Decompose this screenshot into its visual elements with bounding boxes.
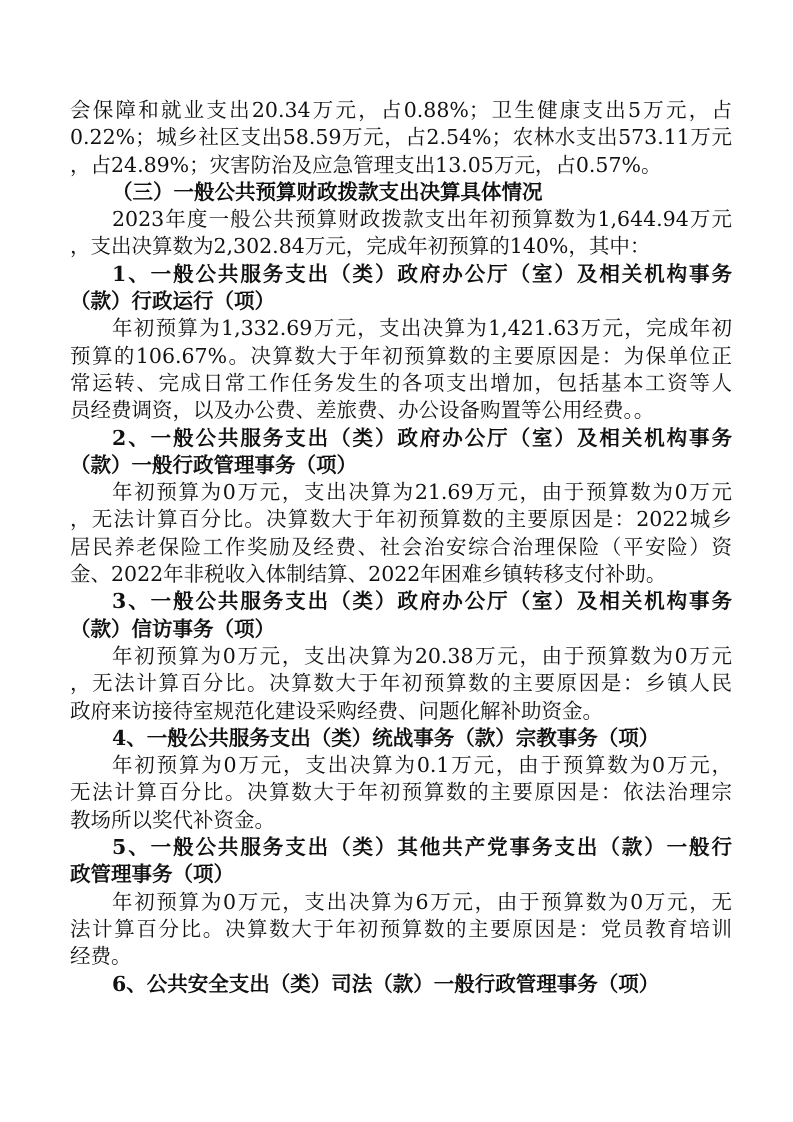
body-text-line: 年初预算为0万元，支出决算为6万元，由于预算数为0万元，无 <box>112 889 732 914</box>
section-heading: （三）一般公共预算财政拨款支出决算具体情况 <box>112 179 543 204</box>
body-text-line: 0.22%；城乡社区支出58.59万元，占2.54%；农林水支出573.11万元 <box>70 125 732 150</box>
body-text-line: 法计算百分比。决算数大于年初预算数的主要原因是：党员教育培训 <box>70 916 732 941</box>
body-text-line: ，占24.89%；灾害防治及应急管理支出13.05万元，占0.57%。 <box>70 152 662 177</box>
body-text-line: 教场所以奖代补资金。 <box>70 807 275 832</box>
item-heading: 4、一般公共服务支出（类）统战事务（款）宗教事务（项） <box>112 725 660 750</box>
body-text-line: 会保障和就业支出20.34万元，占0.88%；卫生健康支出5万元，占 <box>70 98 732 122</box>
document-page <box>70 97 732 998</box>
body-text-line: 2023年度一般公共预算财政拨款支出年初预算数为1,644.94万元 <box>112 207 732 232</box>
body-text-line: 经费。 <box>70 944 132 969</box>
body-text-line: 无法计算百分比。决算数大于年初预算数的主要原因是：依法治理宗 <box>70 780 732 805</box>
body-text-line: 常运转、完成日常工作任务发生的各项支出增加，包括基本工资等人 <box>70 370 732 395</box>
body-text-line: 居民养老保险工作奖励及经费、社会治安综合治理保险（平安险）资 <box>70 534 732 559</box>
body-text-line: 金、2022年非税收入体制结算、2022年困难乡镇转移支付补助。 <box>70 562 667 587</box>
item-heading: 3、一般公共服务支出（类）政府办公厅（室）及相关机构事务 <box>112 589 732 614</box>
item-heading: （款）行政运行（项） <box>70 289 275 314</box>
body-text-line: 年初预算为0万元，支出决算为20.38万元，由于预算数为0万元 <box>112 643 732 668</box>
item-heading: 6、公共安全支出（类）司法（款）一般行政管理事务（项） <box>112 971 660 996</box>
body-text-line: ，无法计算百分比。决算数大于年初预算数的主要原因是：乡镇人民 <box>70 671 732 696</box>
body-text-line: ，支出决算数为2,302.84万元，完成年初预算的140%，其中： <box>70 234 651 259</box>
body-text-line: 年初预算为1,332.69万元，支出决算为1,421.63万元，完成年初 <box>112 316 732 341</box>
item-heading: 政管理事务（项） <box>70 862 234 887</box>
body-text-line: 员经费调资，以及办公费、差旅费、办公设备购置等公用经费。。 <box>70 398 655 423</box>
body-text-line: 政府来访接待室规范化建设采购经费、问题化解补助资金。 <box>70 698 603 723</box>
body-text-line: 年初预算为0万元，支出决算为21.69万元，由于预算数为0万元 <box>112 480 732 505</box>
item-heading: 5、一般公共服务支出（类）其他共产党事务支出（款）一般行 <box>112 835 732 860</box>
item-heading: （款）信访事务（项） <box>70 616 275 641</box>
body-text-line: 年初预算为0万元，支出决算为0.1万元，由于预算数为0万元， <box>112 753 732 778</box>
item-heading: 2、一般公共服务支出（类）政府办公厅（室）及相关机构事务 <box>112 425 732 450</box>
body-text-line: 预算的106.67%。决算数大于年初预算数的主要原因是：为保单位正 <box>70 343 732 368</box>
item-heading: （款）一般行政管理事务（项） <box>70 452 357 477</box>
body-text-line: ，无法计算百分比。决算数大于年初预算数的主要原因是：2022城乡 <box>70 507 732 532</box>
item-heading: 1、一般公共服务支出（类）政府办公厅（室）及相关机构事务 <box>112 261 732 286</box>
